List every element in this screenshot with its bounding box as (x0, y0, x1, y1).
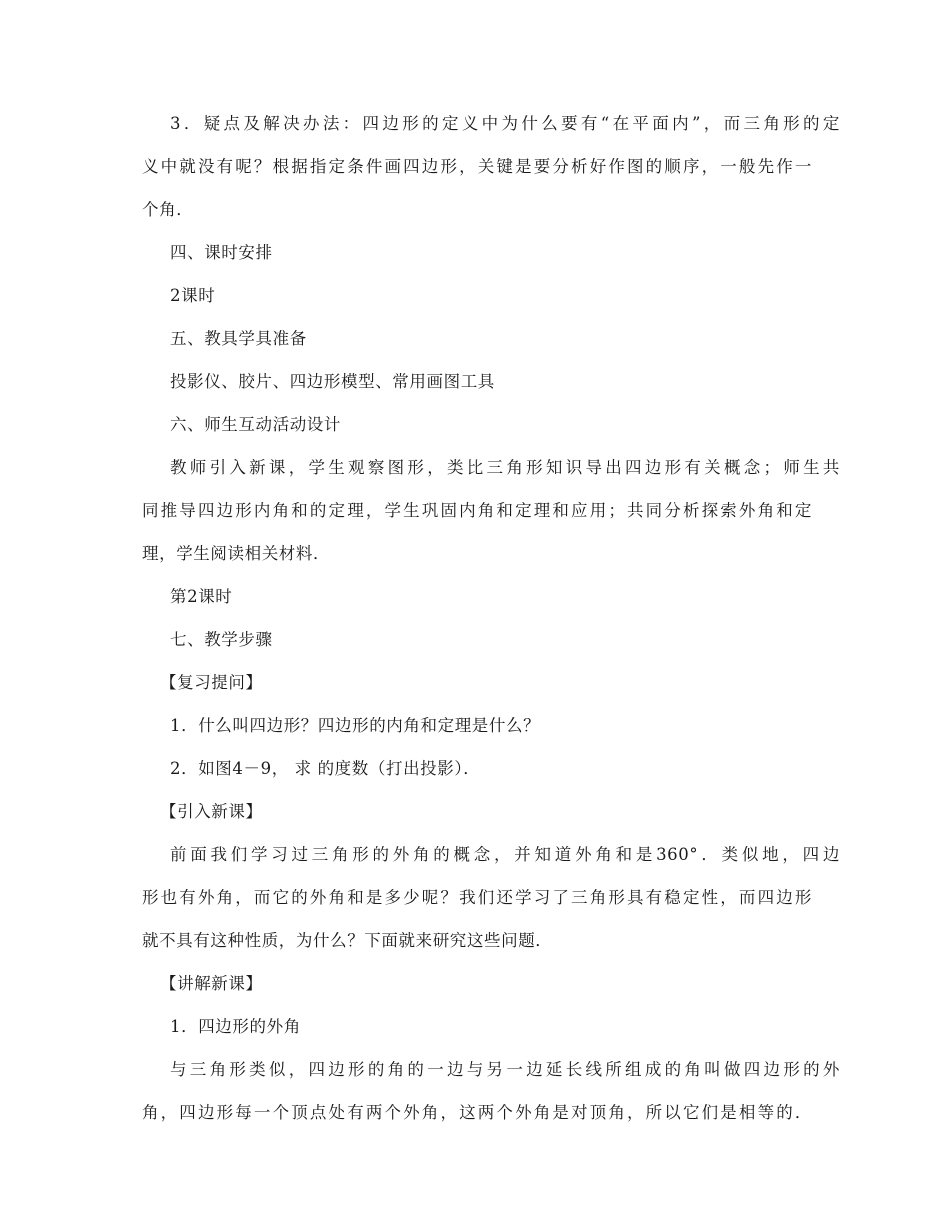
bracket-heading: 【引入新课】 (160, 802, 263, 821)
paragraph-line: 1．什么叫四边形？四边形的内角和定理是什么？ (170, 716, 541, 735)
paragraph-line: 投影仪、胶片、四边形模型、常用画图工具 (170, 372, 495, 391)
paragraph-line: 与三角形类似，四边形的角的一边与另一边延长线所组成的角叫做四边形的外 (170, 1060, 840, 1079)
paragraph-line: 教师引入新课，学生观察图形，类比三角形知识导出四边形有关概念；师生共 (170, 458, 840, 477)
section-heading: 五、教具学具准备 (170, 329, 307, 348)
paragraph-line: 2．如图4－9， 求 的度数（打出投影）． (170, 759, 481, 778)
paragraph-line: 3．疑点及解决办法：四边形的定义中为什么要有“在平面内”，而三角形的定 (170, 114, 840, 133)
paragraph-line: 同推导四边形内角和的定理，学生巩固内角和定理和应用；共同分析探索外角和定 (142, 501, 812, 520)
paragraph-line: 理，学生阅读相关材料． (142, 544, 331, 563)
paragraph-line: 义中就没有呢？根据指定条件画四边形，关键是要分析好作图的顺序，一般先作一 (142, 157, 812, 176)
paragraph-line: 形也有外角，而它的外角和是多少呢？我们还学习了三角形具有稳定性，而四边形 (142, 888, 812, 907)
section-heading: 四、课时安排 (170, 243, 273, 262)
paragraph-line: 2课时 (170, 286, 216, 305)
bracket-heading: 【讲解新课】 (160, 974, 263, 993)
paragraph-line: 角，四边形每一个顶点处有两个外角，这两个外角是对顶角，所以它们是相等的． (142, 1103, 812, 1122)
section-heading: 第2课时 (170, 587, 233, 606)
paragraph-line: 个角． (142, 200, 194, 219)
paragraph-line: 前面我们学习过三角形的外角的概念，并知道外角和是360°．类似地，四边 (170, 845, 840, 864)
section-heading: 六、师生互动活动设计 (170, 415, 341, 434)
paragraph-line: 就不具有这种性质，为什么？下面就来研究这些问题． (142, 931, 553, 950)
paragraph-line: 1．四边形的外角 (170, 1017, 301, 1036)
section-heading: 七、教学步骤 (170, 630, 273, 649)
bracket-heading: 【复习提问】 (160, 673, 263, 692)
